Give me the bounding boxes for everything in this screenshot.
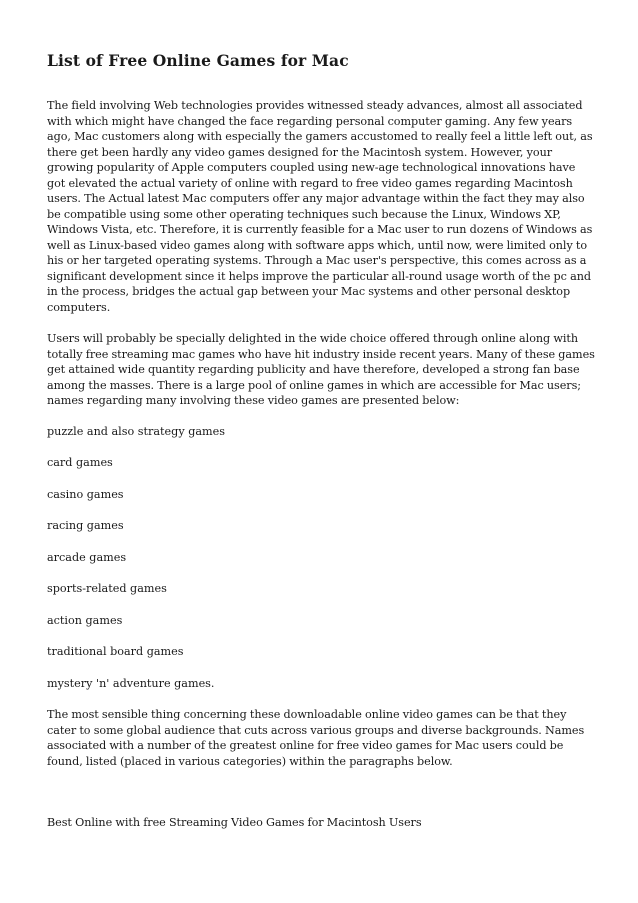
list-item: card games — [47, 456, 113, 469]
closing-paragraph: The most sensible thing concerning these downloadable online video games can be that they cater to some global audience that cuts across various groups and diverse backgrounds. Names associated with a number of the greatest online for free video games for Mac users could be found, listed (placed in various categories) within the paragraphs below. — [47, 708, 585, 768]
list-item: arcade games — [47, 550, 127, 564]
list-item: casino games — [47, 487, 124, 501]
genre-list — [47, 424, 595, 692]
list-item: puzzle and also strategy games — [47, 424, 225, 438]
document-page — [47, 50, 595, 831]
users-paragraph: Users will probably be specially delighted in the wide choice offered through online along with totally free streaming mac games who have hit industry inside recent years. Many of these games get attained wide quantity regarding publicity and have therefore, developed a strong fan base among the masses. There is a large pool of online games in which are accessible for Mac users; names regarding many involving these video games are presented below: — [47, 332, 595, 407]
list-item: racing games — [47, 519, 124, 532]
list-item: traditional board games — [47, 645, 184, 658]
list-item: sports-related games — [47, 582, 167, 595]
intro-paragraph: The field involving Web technologies provides witnessed steady advances, almost all associated with which might have changed the face regarding personal computer gaming. Any few years ago, Mac customers along with especially the gamers accustomed to really feel a little left out, as there get been hardly any video games designed for the Macintosh system. However, your growing popularity of Apple computers coupled using new-age technological innovations have got elevated the actual variety of online with regard to free video games regarding Macintosh users. The Actual latest Mac computers offer any major advantage within the fact they may also be compatible using some other operating techniques such because the Linux, Windows XP, Windows Vista, etc. Therefore, it is currently feasible for a Mac user to run dozens of Windows as well as Linux-based video games along with software apps which, until now, were limited only to his or her targeted operating systems. Through a Mac user's perspective, this comes across as a significant development since it helps improve the particular all-round usage worth of the pc and in the process, bridges the actual gap between your Mac systems and other personal desktop computers. — [47, 99, 593, 314]
section-heading: Best Online with free Streaming Video Games for Macintosh Users — [47, 816, 422, 829]
list-item: action games — [47, 613, 123, 627]
page-title: List of Free Online Games for Mac — [47, 51, 349, 70]
list-item: mystery 'n' adventure games. — [47, 676, 215, 690]
